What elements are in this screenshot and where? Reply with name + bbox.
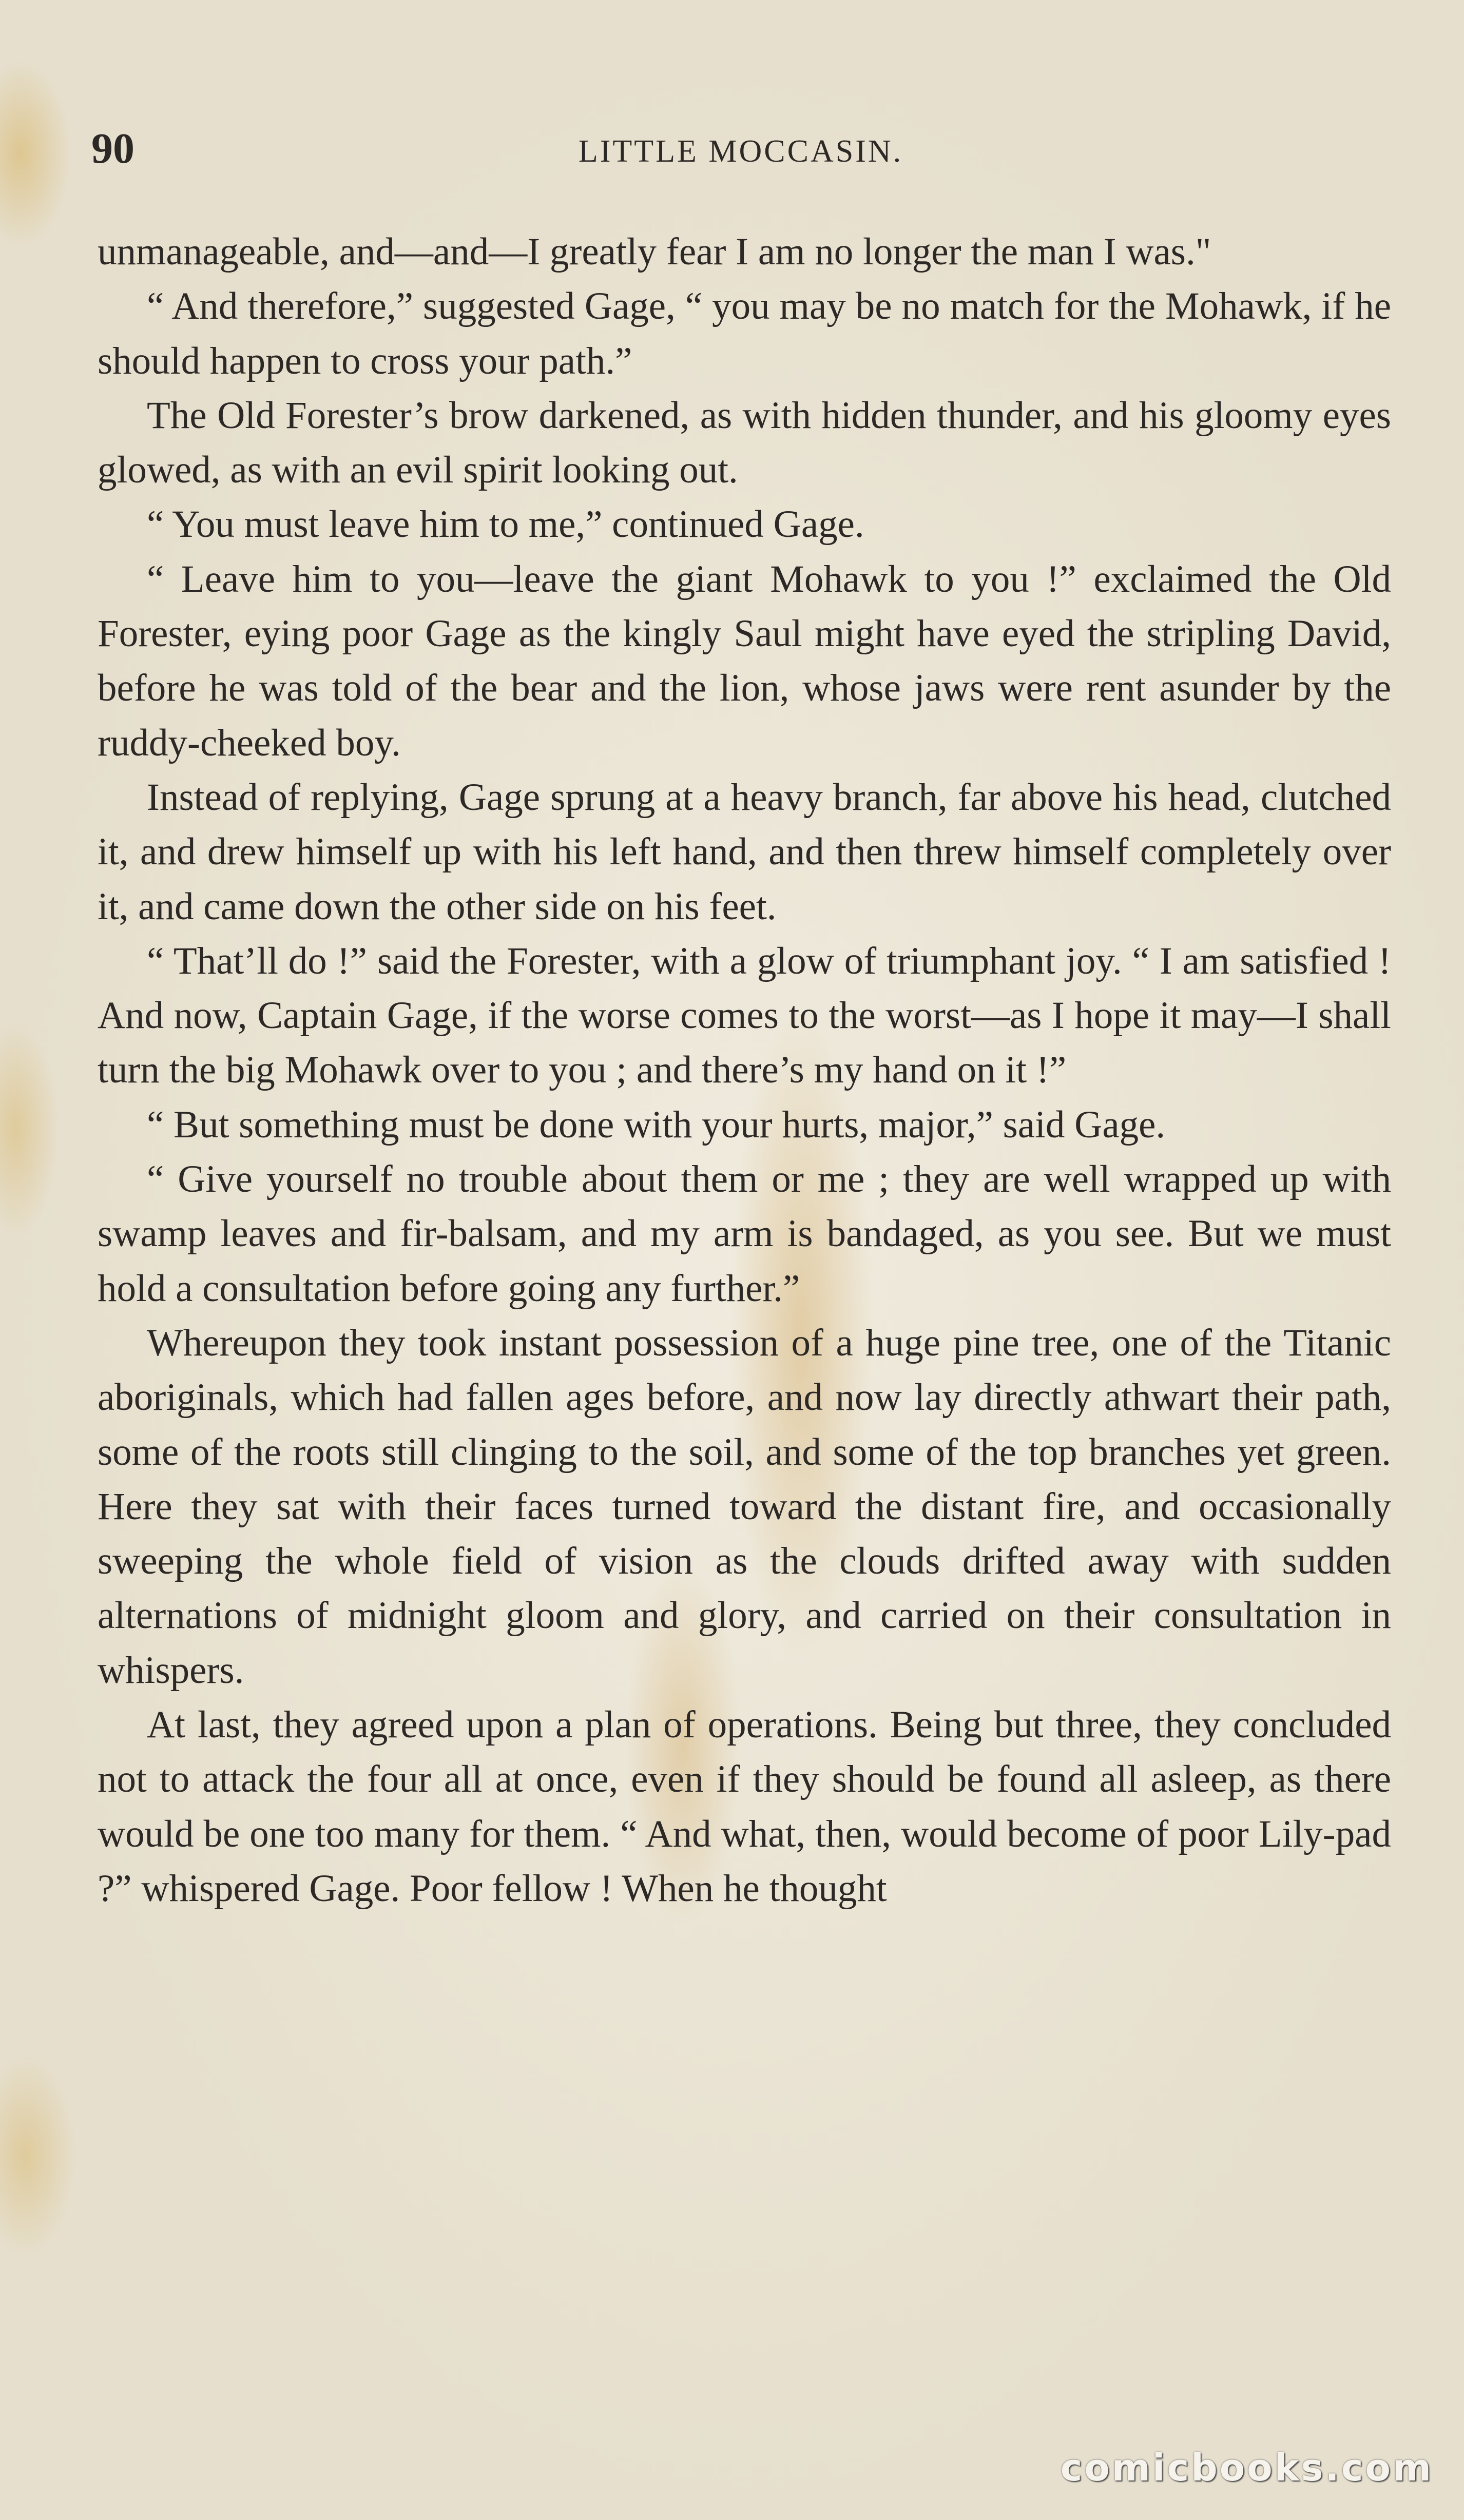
paragraph: “ Leave him to you—leave the giant Mohawk to you !” exclaimed the Old Forester, eying poor Gage as the kingly Saul might have eyed the stripling David, before he was told of the bear and the lion, whose jaws were rent asunder by the ruddy-cheeked boy. — [98, 557, 1391, 764]
running-head: LITTLE MOCCASIN. — [578, 134, 903, 169]
page-number: 90 — [91, 125, 134, 172]
paragraph: “ Give yourself no trouble about them or me ; they are well wrapped up with swamp leaves and fir-balsam, and my arm is bandaged, as you see. But we must hold a consultation before going any further.” — [98, 1158, 1391, 1310]
body-text — [98, 225, 1391, 1916]
paragraph: “ But something must be done with your hurts, major,” said Gage. — [147, 1103, 1166, 1146]
paragraph: Instead of replying, Gage sprung at a heavy branch, far above his head, clutched it, and drew himself up with his left hand, and then threw himself completely over it, and came down the other side on his feet. — [98, 776, 1391, 928]
paragraph: unmanageable, and—and—I greatly fear I am no longer the man I was." — [98, 230, 1211, 273]
page-header — [91, 126, 1390, 172]
paragraph: “ That’ll do !” said the Forester, with a glow of triumphant joy. “ I am satisfied ! And now, Captain Gage, if the worse comes to the worst—as I hope it may—I shall turn the big Mohawk over to you ; and there’s my hand on it !” — [98, 939, 1391, 1092]
paragraph: “ You must leave him to me,” continued Gage. — [147, 503, 864, 546]
paragraph: Whereupon they took instant possession of a huge pine tree, one of the Titanic aboriginals, which had fallen ages before, and now lay directly athwart their path, some of the roots still clinging to the soil, and some of the top branches yet green. Here they sat with their faces turned toward the distant fire, and occasionally sweeping the whole field of vision as the clouds drifted away with sudden alternations of midnight gloom and glory, and carried on their consultation in whispers. — [98, 1321, 1391, 1692]
watermark: comicbooks.com — [1060, 2446, 1433, 2489]
paragraph: At last, they agreed upon a plan of operations. Being but three, they concluded not to attack the four all at once, even if they should be found all asleep, as there would be one too many for them. “ And what, then, would become of poor Lily-pad ?” whispered Gage. Poor fellow ! When he thought — [98, 1703, 1391, 1910]
paragraph: The Old Forester’s brow darkened, as with hidden thunder, and his gloomy eyes glowed, as with an evil spirit looking out. — [98, 394, 1391, 492]
paragraph: “ And therefore,” suggested Gage, “ you may be no match for the Mohawk, if he should happen to cross your path.” — [98, 285, 1391, 382]
